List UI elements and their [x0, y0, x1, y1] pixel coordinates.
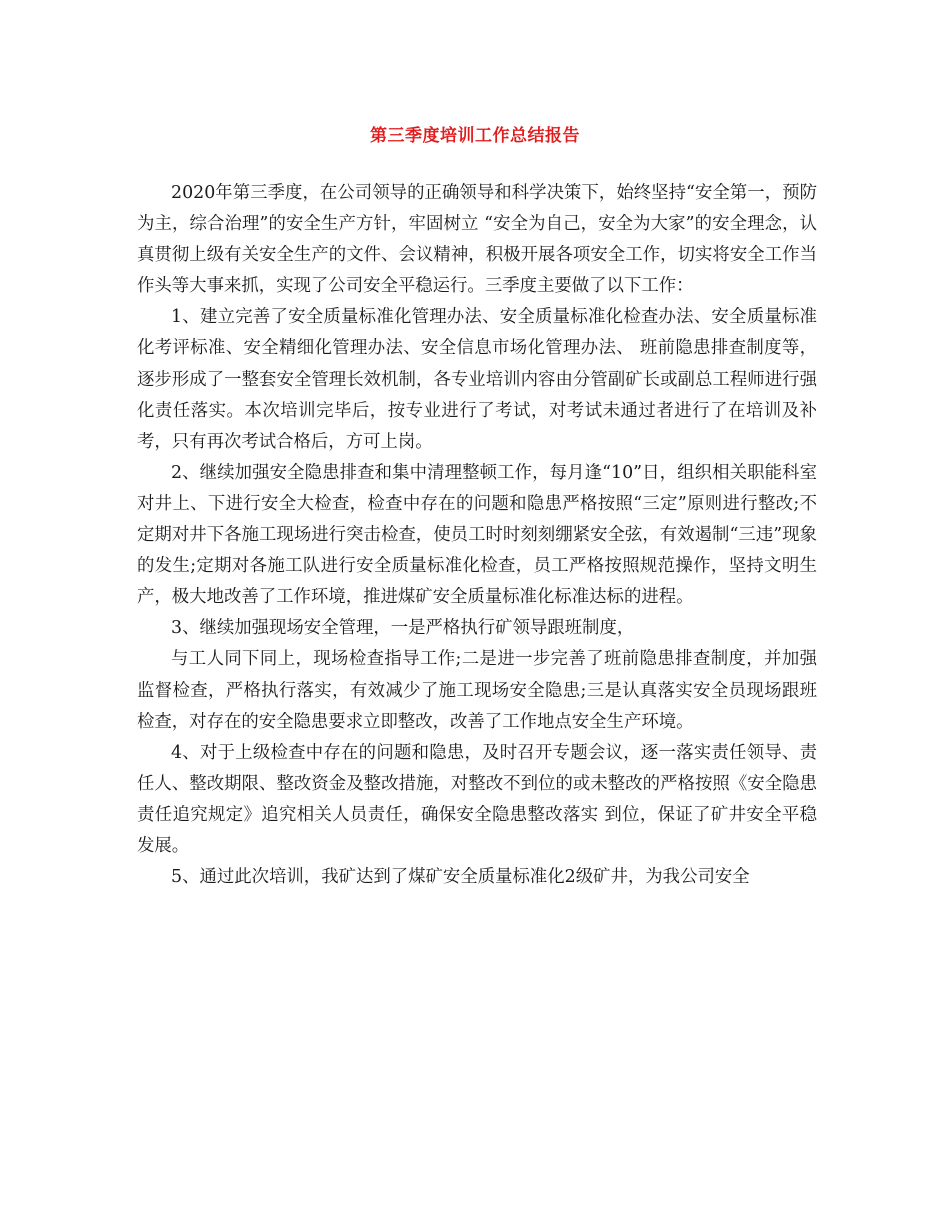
- document-title: 第三季度培训工作总结报告: [370, 126, 580, 146]
- document-body: [137, 178, 817, 893]
- paragraph-item-5: 5、通过此次培训，我矿达到了煤矿安全质量标准化2级矿井，为我公司安全: [171, 867, 750, 888]
- paragraph-item-3: 3、继续加强现场安全管理，一是严格执行矿领导跟班制度，: [171, 618, 635, 639]
- paragraph-intro: 2020年第三季度，在公司领导的正确领导和科学决策下，始终坚持“安全第一，预防为主，综合治理”的安全生产方针，牢固树立 “安全为自己，安全为大家”的安全理念，认真贯彻上级有关安全生产的文件、会议精神，积极开展各项安全工作，切实将安全工作当作头等大事来抓，实现了公司安全平稳运行。三季度主要做了以下工作：: [137, 183, 817, 297]
- paragraph-item-1: 1、建立完善了安全质量标准化管理办法、安全质量标准化检查办法、安全质量标准化考评标准、安全精细化管理办法、安全信息市场化管理办法、 班前隐患排查制度等，逐步形成了一整套安全管理长效机制，各专业培训内容由分管副矿长或副总工程师进行强化责任落实。本次培训完毕后，按专业进行了考试，对考试未通过者进行了在培训及补考，只有再次考试合格后，方可上岗。: [137, 307, 817, 452]
- paragraph-item-2: 2、继续加强安全隐患排查和集中清理整顿工作，每月逢“10”日，组织相关职能科室对井上、下进行安全大检查，检查中存在的问题和隐患严格按照“三定”原则进行整改;不定期对井下各施工现场进行突击检查，使员工时时刻刻绷紧安全弦，有效遏制“三违”现象的发生;定期对各施工队进行安全质量标准化检查，员工严格按照规范操作，坚持文明生产，极大地改善了工作环境，推进煤矿安全质量标准化标准达标的进程。: [137, 462, 817, 608]
- paragraph-item-4: 4、对于上级检查中存在的问题和隐患，及时召开专题会议，逐一落实责任领导、责任人、整改期限、整改资金及整改措施，对整改不到位的或未整改的严格按照《安全隐患责任追究规定》追究相关人员责任，确保安全隐患整改落实 到位，保证了矿井安全平稳发展。: [137, 742, 817, 856]
- paragraph-item-3-continued: 与工人同下同上，现场检查指导工作;二是进一步完善了班前隐患排查制度，并加强监督检查，严格执行落实，有效减少了施工现场安全隐患;三是认真落实安全员现场跟班检查，对存在的安全隐患要求立即整改，改善了工作地点安全生产环境。: [137, 649, 817, 732]
